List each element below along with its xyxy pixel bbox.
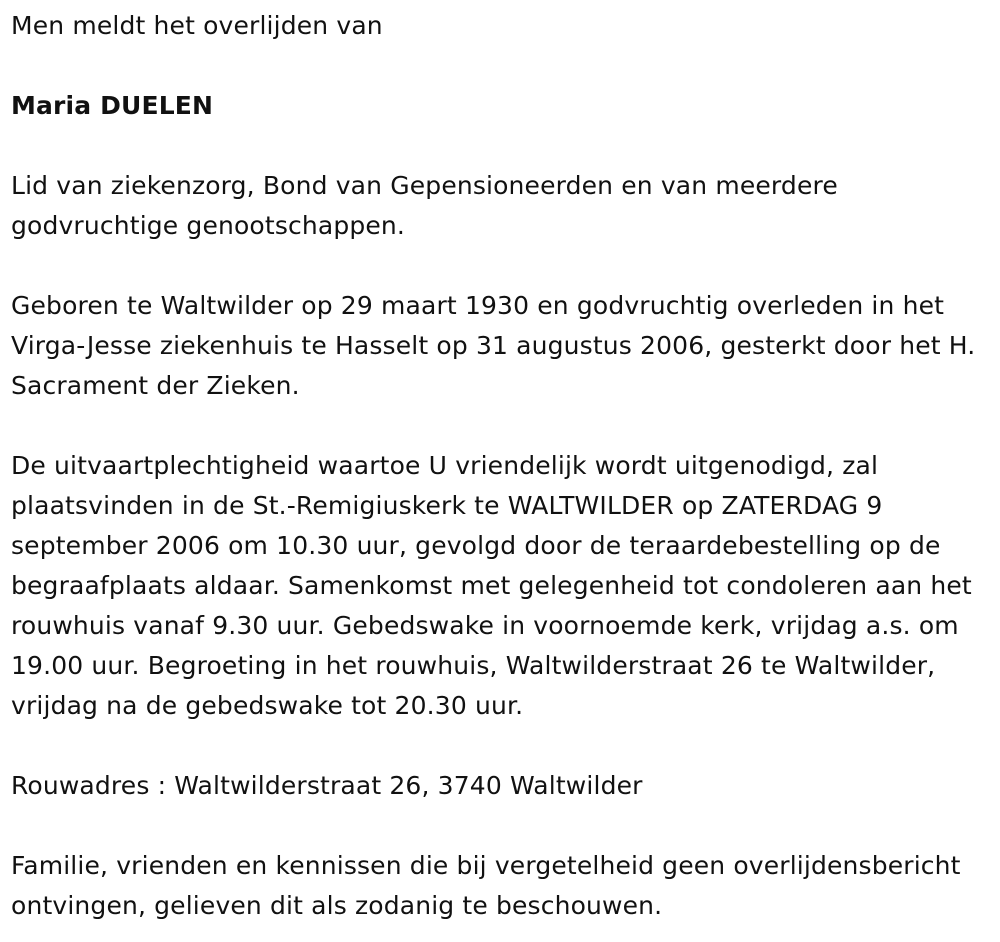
- mourning-address: Rouwadres : Waltwilderstraat 26, 3740 Waltwilder: [11, 771, 643, 800]
- deceased-name: Maria DUELEN: [11, 91, 214, 120]
- spacer: [11, 406, 990, 446]
- membership-paragraph: Lid van ziekenzorg, Bond van Gepensioneerden en van meerdere godvruchtige genootschappen.: [11, 171, 838, 240]
- spacer: [11, 126, 990, 166]
- funeral-paragraph: De uitvaartplechtigheid waartoe U vriendelijk wordt uitgenodigd, zal plaatsvinden in de St.-Remigiuskerk te WALTWILDER op ZATERDAG 9 september 2006 om 10.30 uur, gevolgd door de teraardebestelling op de begraafplaats aldaar. Samenkomst met gelegenheid tot condoleren aan het rouwhuis vanaf 9.30 uur. Gebedswake in voornoemde kerk, vrijdag a.s. om 19.00 uur. Begroeting in het rouwhuis, Waltwilderstraat 26 te Waltwilder, vrijdag na de gebedswake tot 20.30 uur.: [11, 451, 972, 720]
- intro-text: Men meldt het overlijden van: [11, 11, 383, 40]
- birth-death-paragraph: Geboren te Waltwilder op 29 maart 1930 en godvruchtig overleden in het Virga-Jesse ziekenhuis te Hasselt op 31 augustus 2006, gesterkt door het H. Sacrament der Zieken.: [11, 291, 976, 400]
- spacer: [11, 246, 990, 286]
- spacer: [11, 806, 990, 846]
- spacer: [11, 726, 990, 766]
- spacer: [11, 46, 990, 86]
- closing-paragraph: Familie, vrienden en kennissen die bij vergetelheid geen overlijdensbericht ontvingen, gelieven dit als zodanig te beschouwen.: [11, 851, 961, 920]
